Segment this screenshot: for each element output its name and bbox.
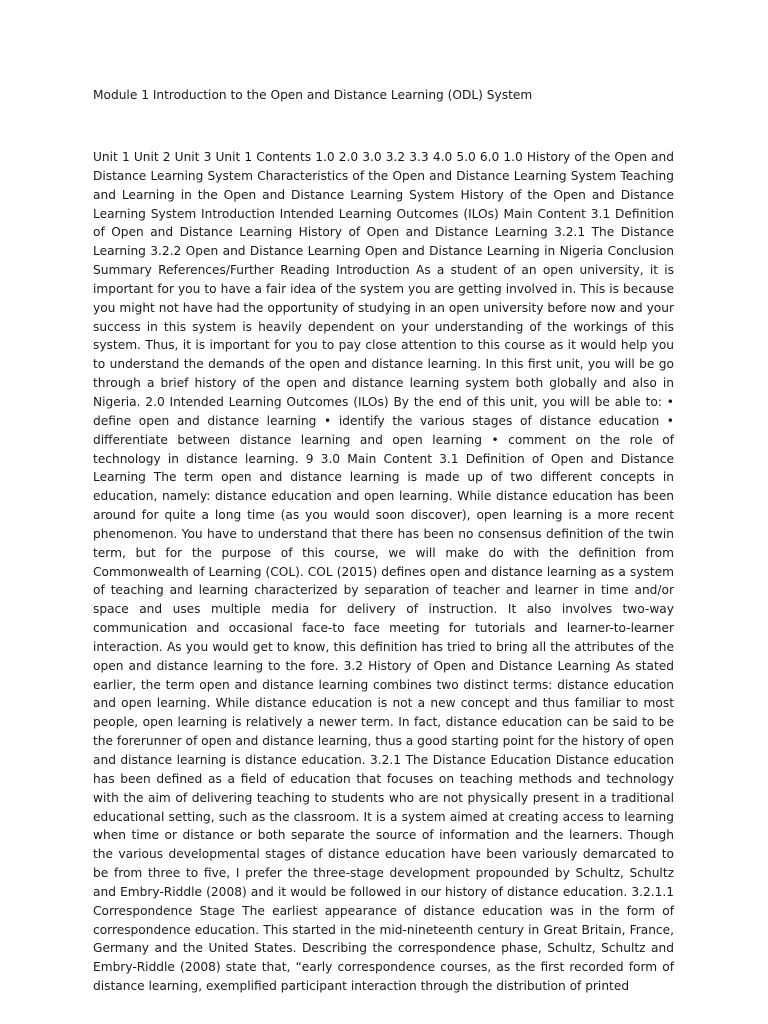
document-body-text: Unit 1 Unit 2 Unit 3 Unit 1 Contents 1.0 2.0 3.0 3.2 3.3 4.0 5.0 6.0 1.0 History of the Open and Distance Learning System Characteristics of the Open and Distance Learning System Teaching and Learning in the Open and Distance Learning System History of the Open and Distance Learning System Introduction Intended Learning Outcomes (ILOs) Main Content 3.1 Definition of Open and Distance Learning History of Open and Distance Learning 3.2.1 The Distance Learning 3.2.2 Open and Distance Learning Open and Distance Learning in Nigeria Conclusion Summary References/Further Reading Introduction As a student of an open university, it is important for you to have a fair idea of the system you are getting involved in. This is because you might not have had the opportunity of studying in an open university before now and your success in this system is heavily dependent on your understanding of the workings of this system. Thus, it is important for you to pay close attention to this course as it would help you to understand the demands of the open and distance learning. In this first unit, you will be go through a brief history of the open and distance learning system both globally and also in Nigeria. 2.0 Intended Learning Outcomes (ILOs) By the end of this unit, you will be able to: • define open and distance learning • identify the various stages of distance education • differentiate between distance learning and open learning • comment on the role of technology in distance learning. 9 3.0 Main Content 3.1 Definition of Open and Distance Learning The term open and distance learning is made up of two different concepts in education, namely: distance education and open learning. While distance education has been around for quite a long time (as you would soon discover), open learning is a more recent phenomenon. You have to understand that there has been no consensus definition of the twin term, but for the purpose of this course, we will make do with the definition from Commonwealth of Learning (COL). COL (2015) defines open and distance learning as a system of teaching and learning characterized by separation of teacher and learner in time and/or space and uses multiple media for delivery of instruction. It also involves two-way communication and occasional face-to face meeting for tutorials and learner-to-learner interaction. As you would get to know, this definition has tried to bring all the attributes of the open and distance learning to the fore. 3.2 History of Open and Distance Learning As stated earlier, the term open and distance learning combines two distinct terms: distance education and open learning. While distance education is not a new concept and thus familiar to most people, open learning is relatively a newer term. In fact, distance education can be said to be the forerunner of open and distance learning, thus a good starting point for the history of open and distance learning is distance education. 3.2.1 The Distance Education Distance education has been defined as a field of education that focuses on teaching methods and technology with the aim of delivering teaching to students who are not physically present in a traditional educational setting, such as the classroom. It is a system aimed at creating access to learning when time or distance or both separate the source of information and the learners. Though the various developmental stages of distance education have been variously demarcated to be from three to five, I prefer the three-stage development propounded by Schultz, Schultz and Embry-Riddle (2008) and it would be followed in our history of distance education. 3.2.1.1 Correspondence Stage The earliest appearance of distance education was in the form of correspondence education. This started in the mid-nineteenth century in Great Britain, France, Germany and the United States. Describing the correspondence phase, Schultz, Schultz and Embry-Riddle (2008) state that, “early correspondence courses, as the first recorded form of distance learning, exemplified participant interaction through the distribution of printed <box>93 150 674 994</box>
document-title: Module 1 Introduction to the Open and Distance Learning (ODL) System <box>93 88 533 102</box>
